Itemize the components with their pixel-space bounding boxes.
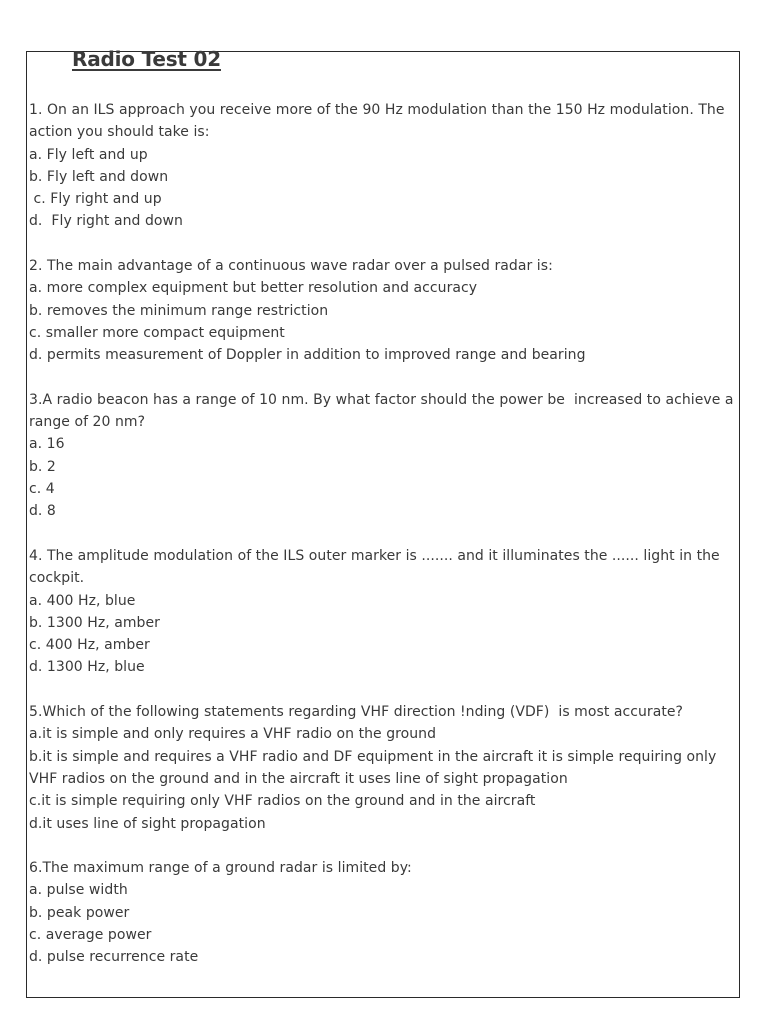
option-d: d. Fly right and down <box>29 213 183 230</box>
option-c: c. average power <box>29 926 152 943</box>
question-4 <box>29 545 741 679</box>
option-c: c. 4 <box>29 481 55 498</box>
questions-list <box>29 99 741 991</box>
option-b: b. 2 <box>29 458 56 475</box>
question-text: 2. The main advantage of a continuous wave radar over a pulsed radar is: <box>29 258 553 275</box>
page-title: Radio Test 02 <box>72 47 221 71</box>
option-a: a.it is simple and only requires a VHF radio on the ground <box>29 726 437 743</box>
option-d: d. pulse recurrence rate <box>29 949 199 966</box>
option-a: a. more complex equipment but better resolution and accuracy <box>29 280 478 297</box>
option-a: a. pulse width <box>29 882 128 899</box>
option-d: d.it uses line of sight propagation <box>29 815 266 832</box>
option-c: c. 400 Hz, amber <box>29 637 150 654</box>
option-b: b. removes the minimum range restriction <box>29 302 329 319</box>
option-c: c. Fly right and up <box>29 191 162 208</box>
option-c: c.it is simple requiring only VHF radios on the ground and in the aircraft <box>29 793 536 810</box>
option-d: d. 1300 Hz, blue <box>29 659 145 676</box>
option-a: a. 400 Hz, blue <box>29 592 136 609</box>
option-b: b. peak power <box>29 904 130 921</box>
option-b: b. 1300 Hz, amber <box>29 614 160 631</box>
question-text: 3.A radio beacon has a range of 10 nm. By what factor should the power be increased to achieve a range of 20 nm? <box>29 391 739 431</box>
option-b: b. Fly left and down <box>29 168 169 185</box>
option-b: b.it is simple and requires a VHF radio and DF equipment in the aircraft it is simple requiring only VHF radios on the ground and in the aircraft it uses line of sight propagation <box>29 748 721 787</box>
option-d: d. 8 <box>29 503 56 520</box>
question-text: 1. On an ILS approach you receive more of the 90 Hz modulation than the 150 Hz modulation. The action you should take is: <box>29 102 730 141</box>
question-6 <box>29 857 741 968</box>
option-c: c. smaller more compact equipment <box>29 324 285 341</box>
option-a: a. Fly left and up <box>29 146 148 163</box>
question-text: 5.Which of the following statements regarding VHF direction !nding (VDF) is most accurate? <box>29 704 684 721</box>
question-3 <box>29 389 741 523</box>
question-text: 6.The maximum range of a ground radar is limited by: <box>29 860 412 877</box>
question-2 <box>29 255 741 366</box>
option-d: d. permits measurement of Doppler in addition to improved range and bearing <box>29 347 586 364</box>
question-text: 4. The amplitude modulation of the ILS outer marker is ....... and it illuminates the ...... light in the cockpit. <box>29 547 725 587</box>
question-5 <box>29 701 741 835</box>
question-1 <box>29 99 741 233</box>
option-a: a. 16 <box>29 436 65 453</box>
